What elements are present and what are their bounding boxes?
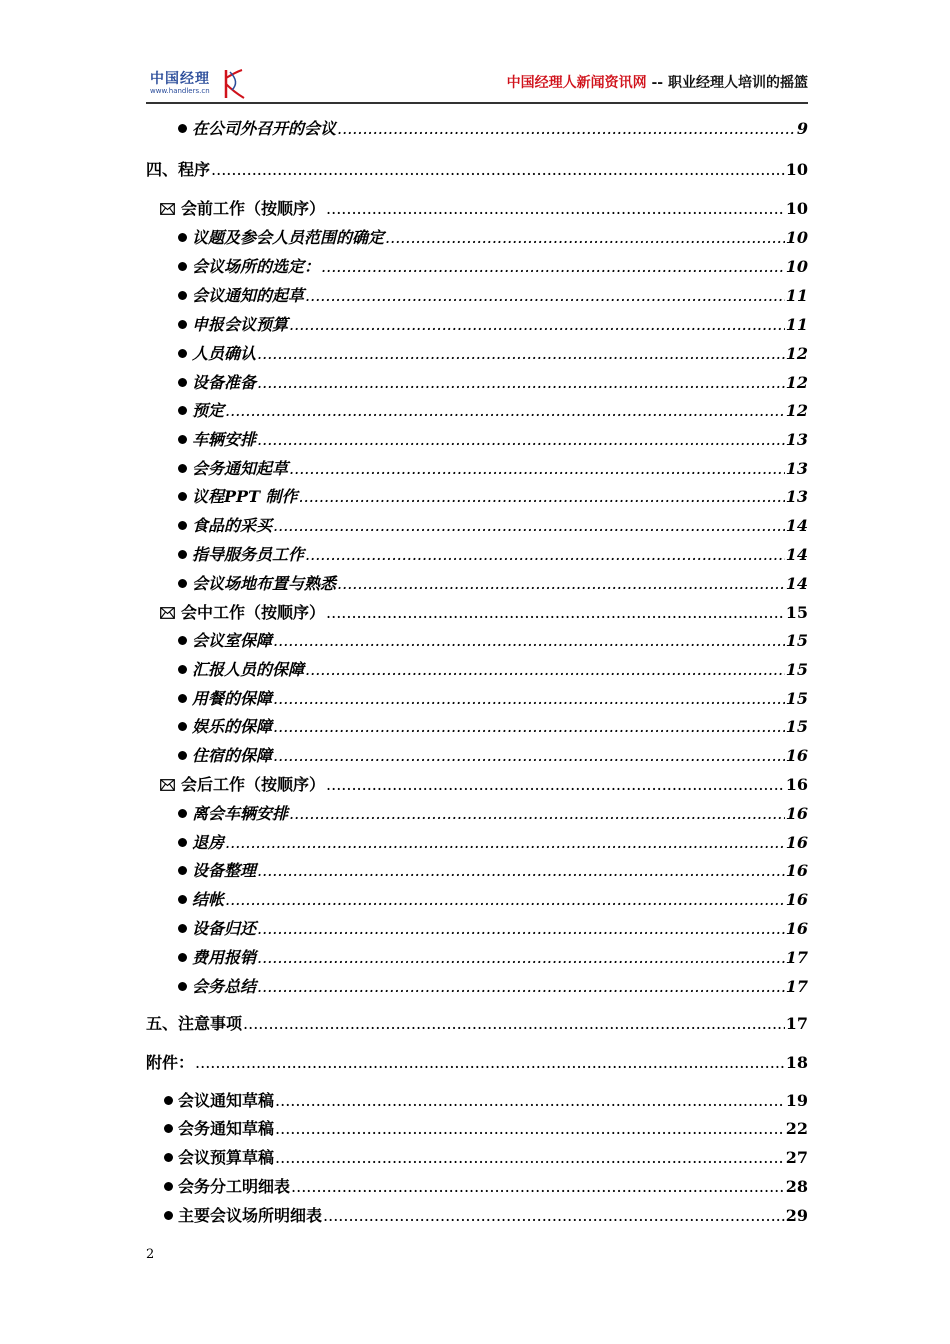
toc-entry-text: 会前工作（按顺序） <box>181 199 326 218</box>
bullet-icon <box>178 464 187 473</box>
toc-entry-text: 设备准备 <box>192 373 257 392</box>
toc-entry-text: 会务分工明细表 <box>178 1177 291 1196</box>
dot-leader <box>273 688 785 710</box>
toc-entry-label <box>178 832 224 854</box>
toc-entry-text: 会中工作（按顺序） <box>181 603 326 622</box>
toc-entry[interactable] <box>146 1013 808 1035</box>
toc-entry-label <box>178 716 272 738</box>
toc-entry-text: 离会车辆安排 <box>192 804 289 823</box>
toc-entry[interactable] <box>178 515 808 537</box>
bullet-icon <box>178 982 187 991</box>
bullet-icon <box>178 895 187 904</box>
toc-entry[interactable] <box>160 602 808 624</box>
toc-entry-label <box>164 1090 274 1112</box>
dot-leader <box>257 343 785 365</box>
toc-entry-page: 14 <box>785 516 808 535</box>
toc-entry-page: 29 <box>785 1206 808 1225</box>
dot-leader <box>257 947 785 969</box>
toc-entry-page: 11 <box>785 286 808 305</box>
toc-entry-label <box>146 1052 194 1074</box>
toc-entry-page: 17 <box>785 977 808 996</box>
toc-entry-label <box>178 285 304 307</box>
dot-leader <box>273 745 785 767</box>
logo-text: 中国经理 <box>150 71 210 87</box>
toc-entry-text: 会议预算草稿 <box>178 1148 275 1167</box>
toc-entry-page: 10 <box>785 228 808 247</box>
toc-entry-text: 会务通知起草 <box>192 459 289 478</box>
bullet-icon <box>178 349 187 358</box>
toc-entry-page: 11 <box>785 315 808 334</box>
dot-leader <box>257 372 785 394</box>
toc-entry-page: 17 <box>785 1014 808 1033</box>
toc-entry-text: 食品的采买 <box>192 516 273 535</box>
toc-entry-label <box>178 918 256 940</box>
toc-entry-label <box>178 976 256 998</box>
toc-entry-page: 14 <box>785 574 808 593</box>
toc-entry-label <box>164 1118 274 1140</box>
toc-entry-label <box>178 256 320 278</box>
bullet-icon <box>164 1124 173 1133</box>
toc-entry-label <box>178 227 384 249</box>
toc-entry-text: 会议通知的起草 <box>192 286 305 305</box>
toc-entry-page: 13 <box>785 459 808 478</box>
toc-entry-text: 人员确认 <box>192 344 257 363</box>
bullet-icon <box>164 1211 173 1220</box>
toc-entry[interactable] <box>178 429 808 451</box>
toc-entry[interactable] <box>178 486 808 508</box>
dot-leader <box>275 1147 785 1169</box>
bullet-icon <box>178 550 187 559</box>
dot-leader <box>273 630 785 652</box>
toc-entry-label <box>160 774 325 796</box>
toc-entry-label <box>178 515 272 537</box>
toc-entry[interactable] <box>164 1205 808 1227</box>
toc-entry[interactable] <box>178 573 808 595</box>
toc-entry-label <box>178 400 224 422</box>
toc-entry[interactable] <box>178 918 808 940</box>
bullet-icon <box>178 636 187 645</box>
toc-entry-page: 16 <box>785 804 808 823</box>
dot-leader <box>257 860 785 882</box>
toc-entry-label <box>178 458 288 480</box>
toc-entry-text: 会议室保障 <box>192 631 273 650</box>
toc-entry-page: 13 <box>785 430 808 449</box>
envelope-icon <box>160 203 175 215</box>
bullet-icon <box>178 521 187 530</box>
dot-leader <box>299 486 785 508</box>
bullet-icon <box>178 406 187 415</box>
dot-leader <box>275 1090 785 1112</box>
toc-entry-text: 议程PPT 制作 <box>192 487 298 506</box>
toc-entry-page: 18 <box>785 1053 808 1072</box>
dot-leader <box>337 118 796 140</box>
toc-entry[interactable] <box>160 774 808 796</box>
toc-entry[interactable] <box>178 832 808 854</box>
toc-entry-text: 车辆安排 <box>192 430 257 449</box>
toc-entry-text: 预定 <box>192 401 225 420</box>
bullet-icon <box>178 378 187 387</box>
toc-entry-label <box>178 745 272 767</box>
toc-entry-label <box>178 573 336 595</box>
bullet-icon <box>178 291 187 300</box>
toc-entry-page: 27 <box>785 1148 808 1167</box>
toc-entry[interactable] <box>178 659 808 681</box>
toc-entry-page: 13 <box>785 487 808 506</box>
bullet-icon <box>164 1182 173 1191</box>
dot-leader <box>225 400 785 422</box>
dot-leader <box>257 918 785 940</box>
toc-entry-text: 费用报销 <box>192 948 257 967</box>
bullet-icon <box>164 1153 173 1162</box>
toc-entry-label <box>178 343 256 365</box>
dot-leader <box>305 659 785 681</box>
bullet-icon <box>178 809 187 818</box>
toc-entry-page: 16 <box>785 833 808 852</box>
toc-entry[interactable] <box>164 1090 808 1112</box>
toc-entry-text: 会议通知草稿 <box>178 1091 275 1110</box>
toc-entry-text: 四、程序 <box>146 160 211 179</box>
toc-entry-page: 12 <box>785 344 808 363</box>
toc-entry-label <box>178 630 272 652</box>
dot-leader <box>225 889 785 911</box>
logo-url: www.handlers.cn <box>150 87 210 95</box>
toc-entry[interactable] <box>178 803 808 825</box>
dot-leader <box>275 1118 785 1140</box>
toc-entry-label <box>160 602 325 624</box>
envelope-icon <box>160 779 175 791</box>
toc-entry-label <box>178 372 256 394</box>
toc-entry[interactable] <box>178 372 808 394</box>
toc-entry[interactable] <box>178 118 808 140</box>
header-tagline <box>507 72 808 92</box>
dot-leader <box>291 1176 785 1198</box>
toc-entry-label <box>178 889 224 911</box>
toc-entry-label <box>178 314 288 336</box>
toc-entry-text: 结帐 <box>192 890 225 909</box>
header-divider <box>146 102 808 104</box>
toc-entry-page: 12 <box>785 401 808 420</box>
toc-entry-text: 用餐的保障 <box>192 689 273 708</box>
toc-entry-text: 指导服务员工作 <box>192 545 305 564</box>
bullet-icon <box>178 435 187 444</box>
bullet-icon <box>178 579 187 588</box>
toc-entry[interactable] <box>178 314 808 336</box>
bullet-icon <box>178 124 187 133</box>
dot-leader <box>273 716 785 738</box>
dot-leader <box>326 774 785 796</box>
toc-entry-text: 议题及参会人员范围的确定 <box>192 228 385 247</box>
toc-entry-page: 16 <box>785 890 808 909</box>
toc-entry-label <box>160 198 325 220</box>
toc-entry[interactable] <box>146 159 808 181</box>
bullet-icon <box>178 722 187 731</box>
toc-entry-page: 15 <box>785 660 808 679</box>
toc-entry-page: 28 <box>785 1177 808 1196</box>
dot-leader <box>337 573 785 595</box>
bullet-icon <box>178 866 187 875</box>
toc-entry-label <box>178 118 336 140</box>
toc-entry-text: 娱乐的保障 <box>192 717 273 736</box>
dot-leader <box>385 227 785 249</box>
toc-entry-text: 会议场地布置与熟悉 <box>192 574 337 593</box>
bullet-icon <box>178 320 187 329</box>
toc-entry-text: 汇报人员的保障 <box>192 660 305 679</box>
dot-leader <box>305 544 785 566</box>
toc-entry[interactable] <box>160 198 808 220</box>
toc-entry[interactable] <box>178 256 808 278</box>
toc-entry[interactable] <box>178 458 808 480</box>
tagline-slogan: -- 职业经理人培训的摇篮 <box>651 75 808 91</box>
bullet-icon <box>178 953 187 962</box>
toc-entry-page: 22 <box>785 1119 808 1138</box>
dot-leader <box>289 803 785 825</box>
toc-entry-page: 19 <box>785 1091 808 1110</box>
dot-leader <box>273 515 785 537</box>
toc-entry-label <box>178 544 304 566</box>
toc-entry-text: 申报会议预算 <box>192 315 289 334</box>
toc-entry[interactable] <box>164 1147 808 1169</box>
toc-entry-page: 15 <box>785 689 808 708</box>
toc-entry[interactable] <box>178 400 808 422</box>
bullet-icon <box>178 694 187 703</box>
toc-entry[interactable] <box>178 860 808 882</box>
toc-entry-label <box>178 803 288 825</box>
dot-leader <box>321 256 785 278</box>
dot-leader <box>326 602 785 624</box>
toc-entry-text: 设备整理 <box>192 861 257 880</box>
toc-entry-text: 会议场所的选定： <box>192 257 321 276</box>
dot-leader <box>225 832 785 854</box>
toc-entry-text: 住宿的保障 <box>192 746 273 765</box>
toc-entry-label <box>164 1176 290 1198</box>
logo-mark-icon <box>220 68 246 100</box>
toc-entry-page: 10 <box>785 257 808 276</box>
toc-entry-page: 16 <box>785 861 808 880</box>
dot-leader <box>323 1205 785 1227</box>
dot-leader <box>305 285 785 307</box>
toc-entry-label <box>178 860 256 882</box>
dot-leader <box>257 976 785 998</box>
toc-entry[interactable] <box>178 227 808 249</box>
toc-entry[interactable] <box>178 688 808 710</box>
toc-entry-label <box>146 1013 242 1035</box>
toc-entry-page: 16 <box>785 775 808 794</box>
dot-leader <box>195 1052 785 1074</box>
toc-entry-label <box>178 659 304 681</box>
toc-entry-text: 五、注意事项 <box>146 1014 243 1033</box>
tagline-site-name: 中国经理人新闻资讯网 <box>506 75 647 91</box>
toc-entry-text: 会后工作（按顺序） <box>181 775 326 794</box>
logo <box>146 66 246 102</box>
toc-entry-label <box>178 947 256 969</box>
toc-entry[interactable] <box>178 544 808 566</box>
toc-entry-text: 设备归还 <box>192 919 257 938</box>
toc-entry-label <box>178 429 256 451</box>
dot-leader <box>326 198 785 220</box>
toc-entry-label <box>178 486 298 508</box>
toc-entry[interactable] <box>178 745 808 767</box>
toc-entry-label <box>178 688 272 710</box>
bullet-icon <box>178 924 187 933</box>
toc-entry-text: 会务通知草稿 <box>178 1119 275 1138</box>
dot-leader <box>243 1013 785 1035</box>
envelope-icon <box>160 607 175 619</box>
bullet-icon <box>164 1096 173 1105</box>
toc-entry-page: 16 <box>785 919 808 938</box>
bullet-icon <box>178 751 187 760</box>
bullet-icon <box>178 492 187 501</box>
toc-entry-page: 17 <box>785 948 808 967</box>
bullet-icon <box>178 665 187 674</box>
toc-entry-text: 退房 <box>192 833 225 852</box>
toc-entry-text: 主要会议场所明细表 <box>178 1206 323 1225</box>
toc-entry-text: 附件： <box>146 1053 195 1072</box>
dot-leader <box>257 429 785 451</box>
bullet-icon <box>178 262 187 271</box>
toc-entry-label <box>146 159 210 181</box>
toc-entry[interactable] <box>178 716 808 738</box>
toc-entry-text: 在公司外召开的会议 <box>192 119 337 138</box>
toc-entry-text: 会务总结 <box>192 977 257 996</box>
toc-entry[interactable] <box>146 1052 808 1074</box>
toc-entry[interactable] <box>178 889 808 911</box>
dot-leader <box>211 159 785 181</box>
toc-entry[interactable] <box>164 1118 808 1140</box>
toc-entry-page: 12 <box>785 373 808 392</box>
dot-leader <box>289 458 785 480</box>
dot-leader <box>289 314 785 336</box>
toc-entry[interactable] <box>164 1176 808 1198</box>
toc-entry-page: 15 <box>785 717 808 736</box>
toc-entry-page: 10 <box>785 160 808 179</box>
page-number: 2 <box>146 1247 155 1262</box>
toc-entry-label <box>164 1147 274 1169</box>
bullet-icon <box>178 233 187 242</box>
toc-entry-label <box>164 1205 322 1227</box>
toc-entry-page: 15 <box>785 631 808 650</box>
toc-entry[interactable] <box>178 285 808 307</box>
toc-entry-page: 9 <box>796 119 808 138</box>
bullet-icon <box>178 838 187 847</box>
toc-entry[interactable] <box>178 947 808 969</box>
toc-entry[interactable] <box>178 343 808 365</box>
toc-entry[interactable] <box>178 630 808 652</box>
toc-entry[interactable] <box>178 976 808 998</box>
toc-entry-page: 10 <box>785 199 808 218</box>
toc-entry-page: 16 <box>785 746 808 765</box>
toc-entry-page: 15 <box>785 603 808 622</box>
toc-entry-page: 14 <box>785 545 808 564</box>
page-header <box>146 62 808 106</box>
